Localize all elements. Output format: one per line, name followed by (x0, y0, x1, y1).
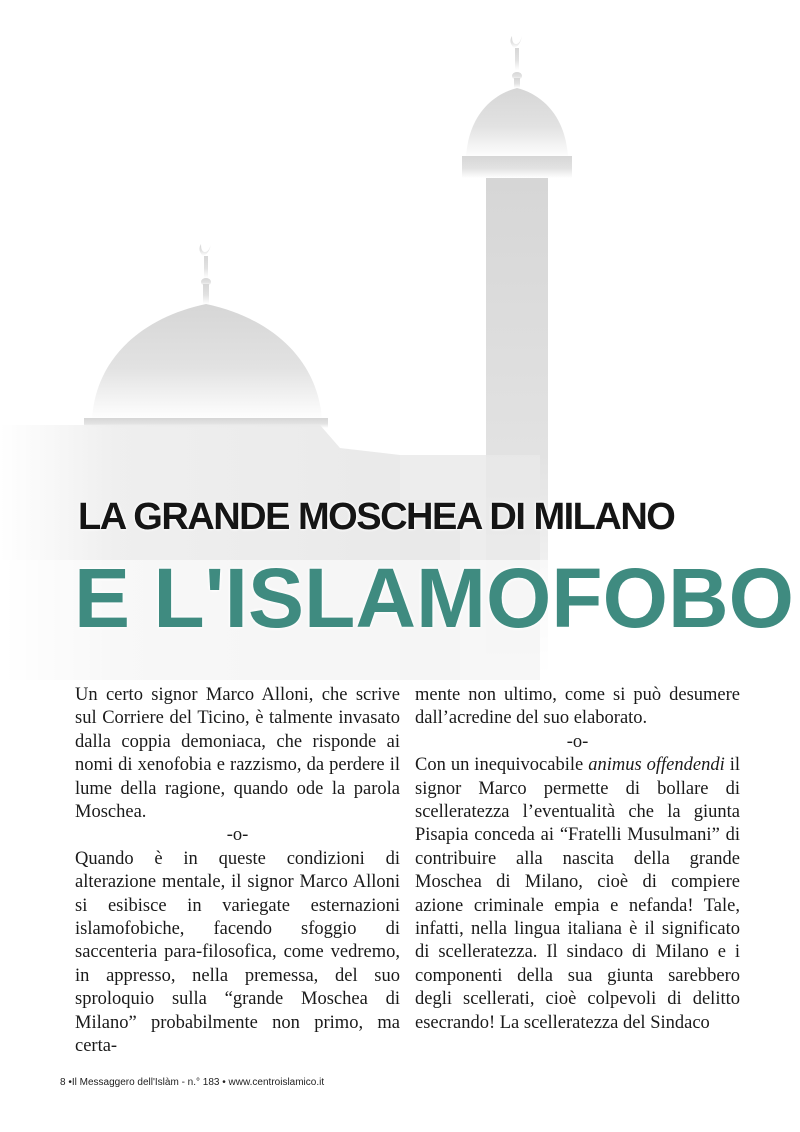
article-column-right (415, 684, 740, 1035)
paragraph-text: Con un inequivocabile (415, 755, 584, 776)
article-paragraph (415, 754, 740, 1035)
section-separator: -o- (566, 731, 589, 752)
article-paragraph: mente non ultimo, come si può desumere dall’acredine del suo elaborato. (415, 685, 740, 729)
page-footer: 8 •Il Messaggero dell'Islàm - n.° 183 • www.centroislamico.it (60, 1077, 325, 1088)
headline-line-1: LA GRANDE MOSCHEA DI MILANO (78, 496, 675, 538)
article-paragraph: Quando è in queste condizioni di alterazione mentale, il signor Marco Alloni si esibisce in variegate esternazioni islamofobiche, facendo sfoggio di saccenteria para-filosofica, come vedremo, in appresso, nella premessa, del suo sproloquio sulla “grande Moschea di Milano” probabilmente non primo, ma certa- (75, 848, 400, 1057)
article-column-left (75, 684, 400, 1059)
headline-line-2: E L'ISLAMOFOBO (74, 551, 794, 645)
section-separator: -o- (226, 825, 249, 846)
paragraph-text: il signor Marco permette di bollare di scelleratezza l’eventualità che la giunta Pisapia conceda ai “Fratelli Musulmani” di contribuire alla nascita della grande Moschea di Milano, cioè di compiere azione criminale empia e nefanda! Tale, infatti, nella lingua italiana è il significato di scelleratezza. Il sindaco di Milano e i componenti della sua giunta sarebbero degli scellerati, cioè colpevoli di delitto esecrando! La scelleratezza del Sindaco (415, 755, 740, 1033)
dome-shape (84, 244, 328, 428)
article-paragraph: Un certo signor Marco Alloni, che scrive sul Corriere del Ticino, è talmente invasato dalla coppia demoniaca, che risponde ai nomi di xenofobia e razzismo, da perdere il lume della ragione, quando ode la parola Moschea. (75, 685, 400, 823)
italic-phrase: animus offendendi (588, 755, 725, 776)
